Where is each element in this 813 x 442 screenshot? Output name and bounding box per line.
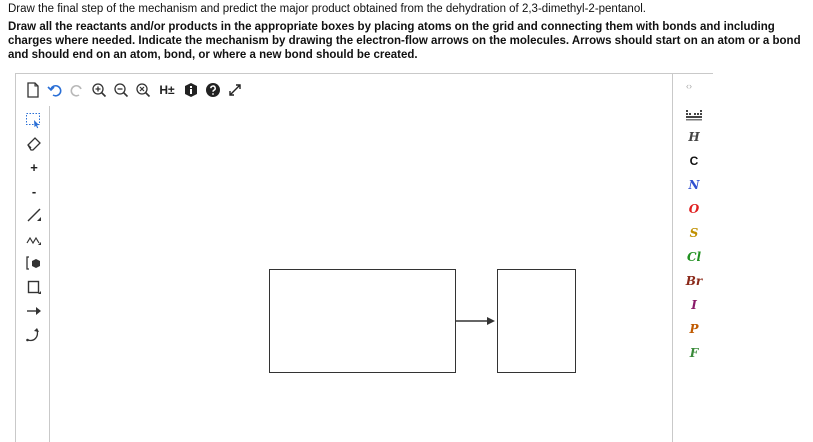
reaction-arrow-tool[interactable] [24, 300, 44, 322]
help-button[interactable] [202, 79, 224, 101]
bracket-template-icon [25, 255, 43, 271]
chain-icon [26, 232, 42, 246]
zoom-reset-button[interactable] [132, 79, 154, 101]
atom-o-button[interactable] [673, 198, 715, 220]
atom-s-label: S [689, 226, 699, 240]
atom-p-label: P [689, 322, 699, 336]
atom-i-button[interactable] [673, 294, 715, 316]
atom-cl-button[interactable] [673, 246, 715, 268]
atom-br-button[interactable] [673, 270, 715, 292]
atom-cl-label: Cl [686, 250, 702, 264]
rectangle-tool[interactable] [24, 276, 44, 298]
curved-arrow-icon [25, 327, 43, 343]
eraser-tool[interactable] [24, 132, 44, 154]
zoom-in-icon [91, 82, 107, 98]
expand-icon [227, 82, 243, 98]
single-bond-tool[interactable] [24, 204, 44, 226]
info-button[interactable] [180, 79, 202, 101]
atom-o-label: O [688, 202, 700, 216]
atom-n-label: N [688, 178, 700, 192]
zoom-out-button[interactable] [110, 79, 132, 101]
molecule-editor [15, 73, 713, 442]
eraser-icon [26, 135, 42, 151]
top-toolbar [16, 74, 712, 106]
question-prompt: Draw the final step of the mechanism and predict the major product obtained from the dehydration of 2,3-dimethyl-2-pentanol. [8, 3, 646, 15]
question-instructions: Draw all the reactants and/or products in the appropriate boxes by placing atoms on the grid and connecting them with bonds and including charges where needed. Indicate the mechanism by drawing the electron-flow arrows on the molecules. Arrows should start on an atom or a bond and should end on an atom, bond, or where a new bond should be created. [8, 21, 801, 61]
positive-charge-tool[interactable] [24, 156, 44, 178]
atom-f-button[interactable] [673, 342, 715, 364]
question-text [8, 2, 808, 62]
plus-charge-label: + [30, 159, 38, 175]
lasso-select-icon [25, 112, 43, 130]
hydrogen-label: H± [159, 83, 175, 97]
document-icon [26, 82, 40, 98]
zoom-reset-icon [135, 82, 151, 98]
bond-icon [26, 207, 42, 223]
atom-br-label: Br [685, 274, 703, 288]
rectangle-icon [26, 279, 42, 295]
electron-flow-arrow-tool[interactable] [24, 324, 44, 346]
fullscreen-button[interactable] [224, 79, 246, 101]
atom-n-button[interactable] [673, 174, 715, 196]
atom-f-label: F [689, 346, 699, 360]
minus-charge-label: - [31, 183, 37, 199]
info-icon [183, 82, 199, 98]
chain-tool[interactable] [24, 228, 44, 250]
negative-charge-tool[interactable] [24, 180, 44, 202]
atom-i-label: I [691, 298, 697, 312]
redo-icon [69, 83, 85, 97]
periodic-table-button[interactable] [685, 108, 703, 126]
reactant-box[interactable] [269, 269, 456, 373]
atom-toolbar [672, 74, 714, 442]
atom-h-label: H [688, 130, 700, 144]
undo-button[interactable] [44, 79, 66, 101]
zoom-in-button[interactable] [88, 79, 110, 101]
product-box[interactable] [497, 269, 576, 373]
zoom-out-icon [113, 82, 129, 98]
periodic-table-icon [685, 109, 703, 121]
reaction-arrow [455, 315, 497, 327]
atom-h-button[interactable] [673, 126, 715, 148]
drawing-canvas[interactable] [50, 106, 712, 442]
reaction-arrow-icon [26, 304, 42, 318]
new-document-button[interactable] [22, 79, 44, 101]
atom-c-label: C [689, 154, 699, 168]
panel-arrows-icon[interactable]: ‹› [686, 81, 692, 91]
explicit-hydrogens-button[interactable] [154, 79, 180, 101]
atom-c-button[interactable] [673, 150, 715, 172]
atom-s-button[interactable] [673, 222, 715, 244]
template-tool[interactable] [24, 252, 44, 274]
help-icon [205, 82, 221, 98]
undo-icon [47, 83, 63, 97]
select-tool[interactable] [24, 110, 44, 132]
atom-p-button[interactable] [673, 318, 715, 340]
redo-button[interactable] [66, 79, 88, 101]
left-toolbar [16, 106, 50, 442]
